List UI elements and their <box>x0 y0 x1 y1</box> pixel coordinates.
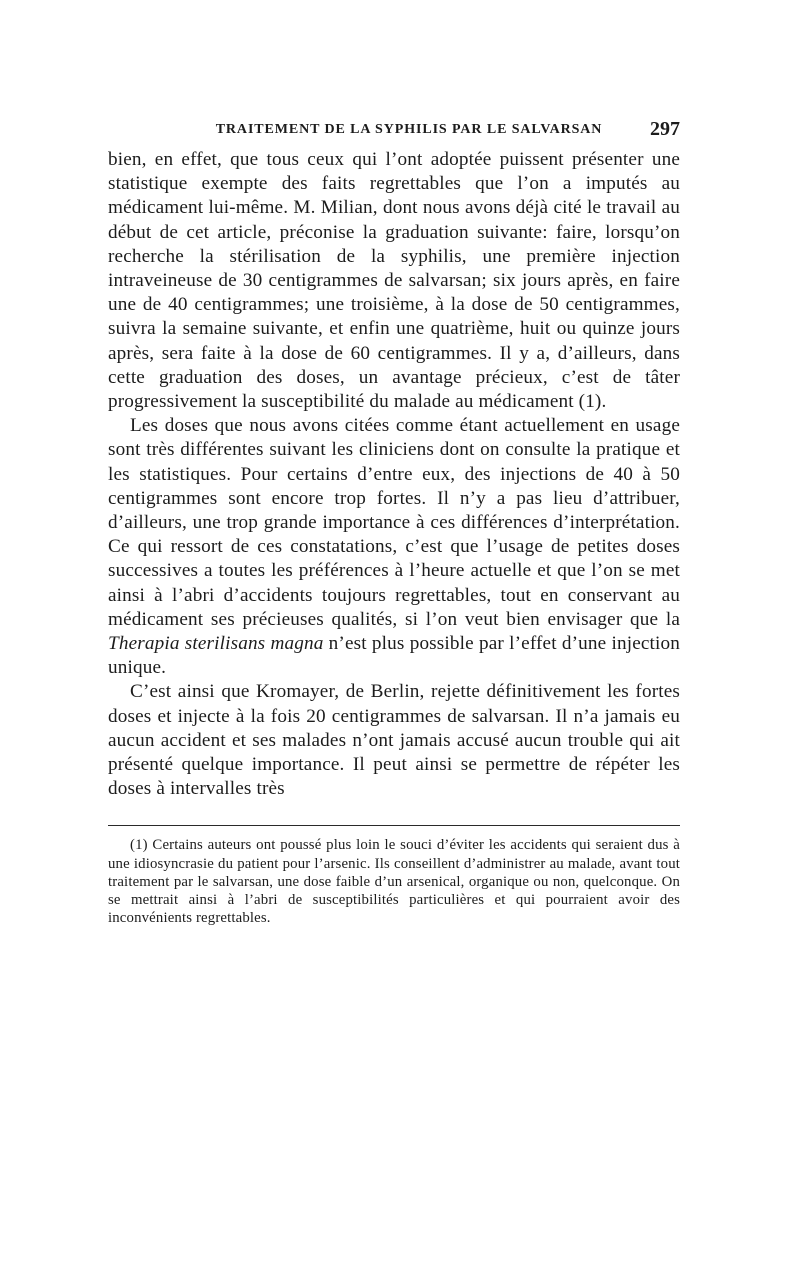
main-text <box>108 148 680 801</box>
paragraph-doses-text-1: Les doses que nous avons citées comme étant actuellement en usage sont très différentes suivant les cliniciens dont on consulte la pratique et les statistiques. Pour certains d’entre eux, des injections de 40 à 50 centigrammes sont encore trop fortes. Il n’y a pas lieu d’attribuer, d’ailleurs, une trop grande importance à ces différences d’interprétation. Ce qui ressort de ces constatations, c’est que l’usage de petites doses successives a toutes les préférences à l’heure actuelle et que l’on se met ainsi à l’abri d’accidents toujours regrettables, tout en conservant au médicament ses précieuses qualités, si l’on veut bien envisager que la <box>108 415 680 630</box>
paragraph-doses <box>108 414 680 680</box>
running-title: TRAITEMENT DE LA SYPHILIS PAR LE SALVARSAN <box>215 122 603 137</box>
paragraph-kromayer: C’est ainsi que Kromayer, de Berlin, rejette définitivement les fortes doses et injecte à la fois 20 centigrammes de salvarsan. Il n’a jamais eu aucun accident et ses malades n’ont jamais accusé aucun trouble qui ait présenté quelque importance. Il peut ainsi se permettre de répéter les doses à intervalles très <box>108 681 680 800</box>
page-number: 297 <box>650 118 680 140</box>
book-page <box>108 118 680 1218</box>
paragraph-continued: bien, en effet, que tous ceux qui l’ont adoptée puissent présenter une statistique exempte des faits regrettables que l’on a imputés au médicament lui-même. M. Milian, dont nous avons déjà cité le travail au début de cet article, préconise la graduation suivante: faire, lorsqu’on recherche la stérilisation de la syphilis, une première injection intraveineuse de 30 centigrammes de salvarsan; six jours après, en faire une de 40 centigrammes; une troisième, à la dose de 50 centigrammes, suivra la semaine suivante, et enfin une quatrième, huit ou quinze jours après, sera faite à la dose de 60 centigrammes. Il y a, d’ailleurs, dans cette graduation des doses, un avantage précieux, c’est de tâter progressivement la susceptibilité du malade au médicament (1). <box>108 149 680 413</box>
running-header <box>108 118 680 142</box>
footnote-divider <box>108 825 680 826</box>
footnote: (1) Certains auteurs ont poussé plus loin le souci d’éviter les accidents qui seraient dus à une idiosyncrasie du patient pour l’arsenic. Ils conseillent d’administrer au malade, avant tout traitement par le salvarsan, une dose faible d’un arsenical, organique ou non, quelconque. On se mettrait ainsi à l’abri de susceptibilités particulières et qui pourraient avoir des inconvénients regrettables. <box>108 837 680 927</box>
latin-term: Therapia sterilisans magna <box>108 633 324 655</box>
paragraph-doses-text-2: n’est plus possible par l’effet d’une injection unique. <box>108 633 681 679</box>
